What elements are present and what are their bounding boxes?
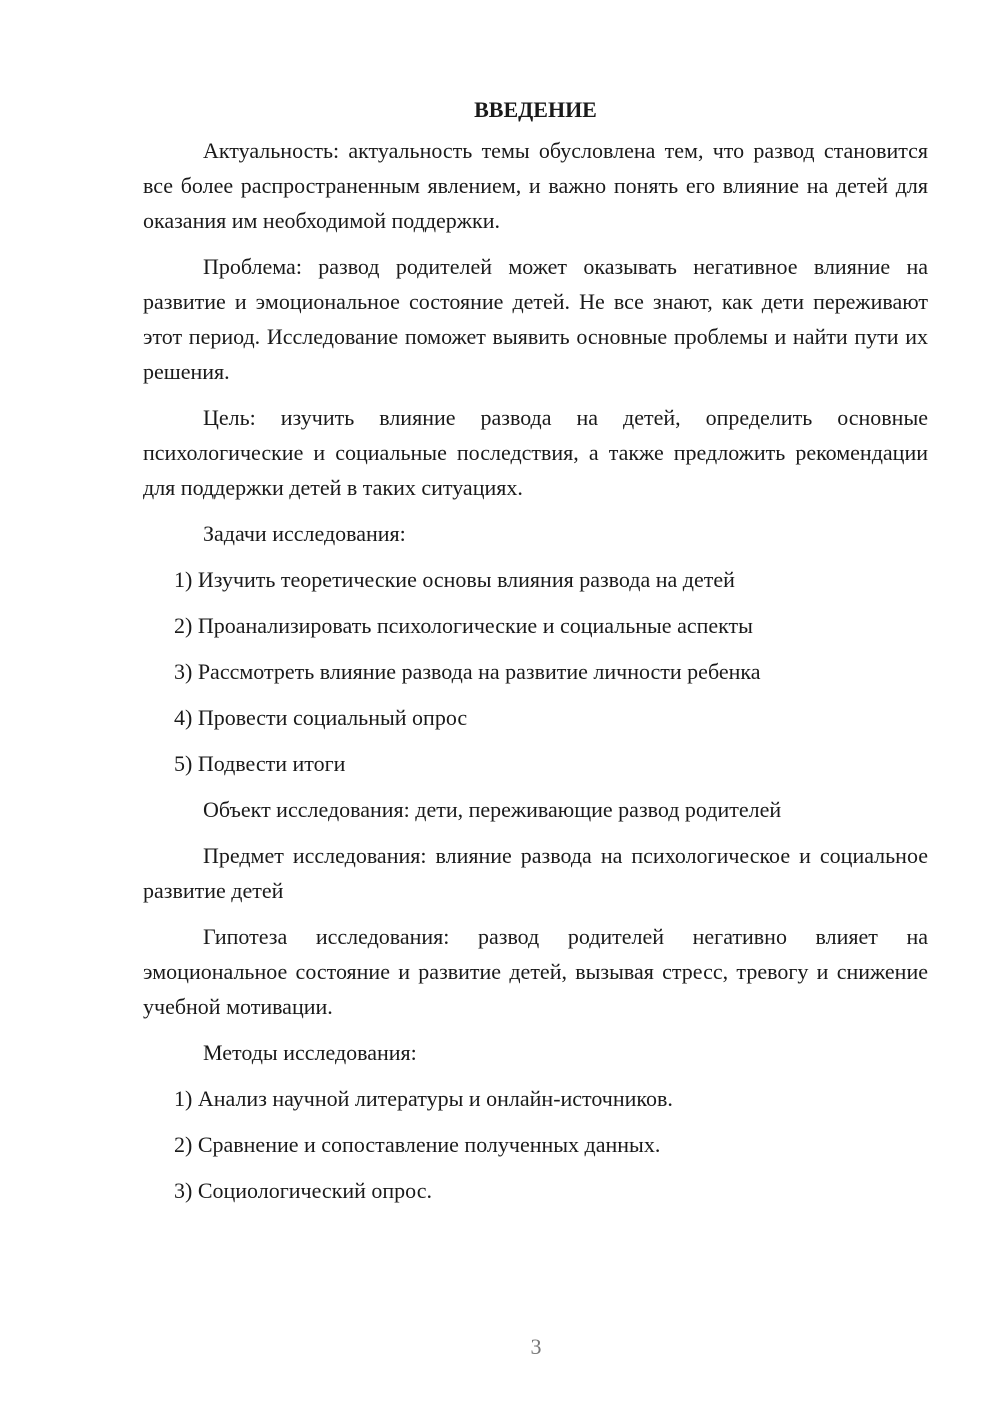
list-item: 5) Подвести итоги — [174, 751, 346, 776]
methods-heading: Методы исследования: — [203, 1040, 417, 1065]
object-paragraph: Объект исследования: дети, переживающие развод родителей — [203, 797, 782, 822]
list-item: 2) Проанализировать психологические и социальные аспекты — [174, 613, 753, 638]
page-title: ВВЕДЕНИЕ — [474, 97, 597, 122]
list-item: 2) Сравнение и сопоставление полученных данных. — [174, 1132, 661, 1157]
list-item: 3) Социологический опрос. — [174, 1178, 432, 1203]
goal-paragraph: Цель: изучить влияние развода на детей, определить основные психологические и социальные последствия, а также предложить рекомендации для поддержки детей в таких ситуациях. — [143, 405, 928, 500]
list-item: 1) Анализ научной литературы и онлайн-источников. — [174, 1086, 673, 1111]
tasks-heading: Задачи исследования: — [203, 521, 406, 546]
methods-list — [143, 1081, 928, 1208]
tasks-list — [143, 562, 928, 781]
list-item: 3) Рассмотреть влияние развода на развитие личности ребенка — [174, 659, 761, 684]
list-item: 4) Провести социальный опрос — [174, 705, 468, 730]
relevance-paragraph: Актуальность: актуальность темы обусловлена тем, что развод становится все более распространенным явлением, и важно понять его влияние на детей для оказания им необходимой поддержки. — [143, 138, 928, 233]
subject-paragraph: Предмет исследования: влияние развода на психологическое и социальное развитие детей — [143, 843, 928, 903]
hypothesis-paragraph: Гипотеза исследования: развод родителей негативно влияет на эмоциональное состояние и развитие детей, вызывая стресс, тревогу и снижение учебной мотивации. — [143, 924, 928, 1019]
document-page — [143, 96, 928, 1219]
list-item: 1) Изучить теоретические основы влияния развода на детей — [174, 567, 735, 592]
page-number: 3 — [530, 1334, 542, 1359]
problem-paragraph: Проблема: развод родителей может оказывать негативное влияние на развитие и эмоциональное состояние детей. Не все знают, как дети переживают этот период. Исследование поможет выявить основные проблемы и найти пути их решения. — [143, 254, 928, 384]
